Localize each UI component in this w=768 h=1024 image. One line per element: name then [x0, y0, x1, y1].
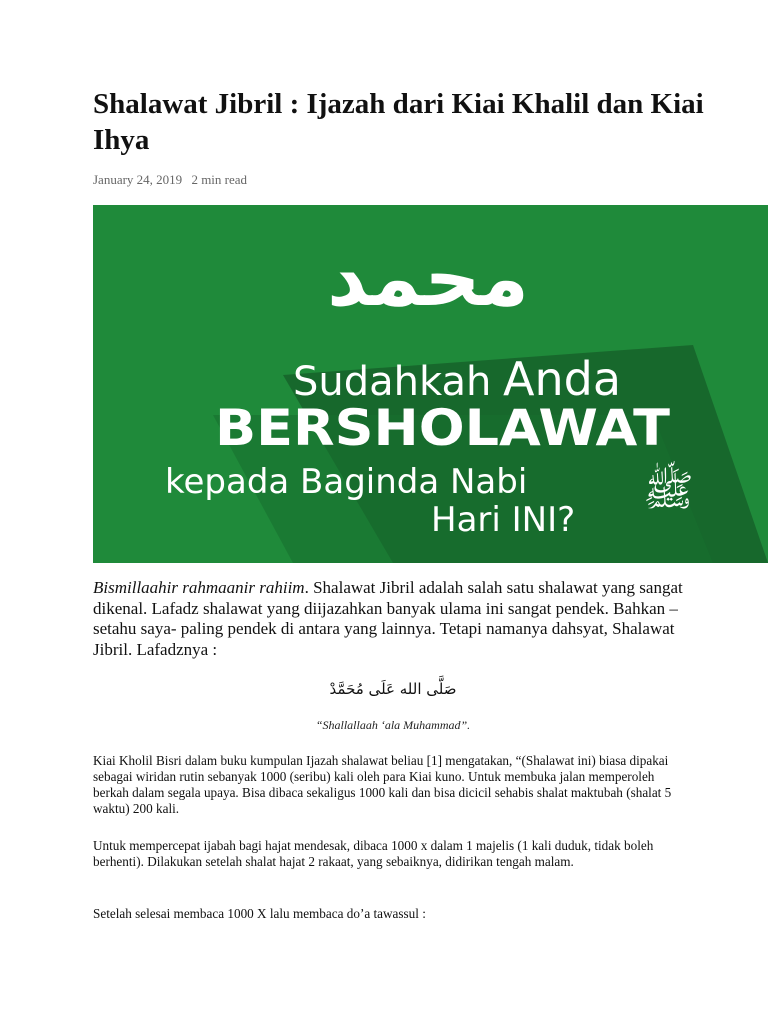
intro-rest: . Shalawat Jibril adalah salah satu shalawat yang sangat dikenal. Lafadz shalawat yang diijazahkan banyak ulama ini sangat pendek. Bahkan – setahu saya- paling pendek di antara yang lainnya. Tetapi namanya dahsyat, Shalawat Jibril. Lafadznya : — [93, 578, 683, 659]
intro-paragraph — [93, 578, 693, 660]
hero-honorific: ﷺ — [643, 466, 694, 515]
hero-line2: BERSHOLAWAT — [215, 399, 670, 457]
hero-graphic — [93, 205, 768, 563]
hero-line1-b: Anda — [503, 352, 622, 406]
read-time: 2 min read — [191, 172, 248, 187]
paragraph-4: Setelah selesai membaca 1000 X lalu membaca do’a tawassul : — [93, 906, 426, 921]
hero-calligraphy: محمد — [327, 234, 529, 324]
paragraph-2: Kiai Kholil Bisri dalam buku kumpulan Ijazah shalawat beliau [1] mengatakan, “(Shalawat ini) biasa dipakai sebagai wiridan rutin sebanyak 1000 (seribu) kali oleh para Kiai kuno. Untuk membuka jalan memperoleh berkah dalam segala upaya. Bisa dibaca sekaligus 1000 kali dan bisa dicicil sehabis shalat maktubah (shalat 5 waktu) 200 kali. — [93, 753, 672, 816]
publish-date: January 24, 2019 — [93, 172, 183, 187]
hero-line4: Hari INI? — [431, 500, 576, 540]
transliteration: “Shallallaah ‘ala Muhammad”. — [315, 718, 471, 732]
hero-line1-a: Sudahkah — [293, 359, 492, 405]
article-meta — [93, 172, 253, 188]
hero-image — [93, 205, 768, 563]
arabic-text: صَلَّى الله عَلَى مُحَمَّدْ — [329, 680, 457, 698]
hero-line3: kepada Baginda Nabi — [165, 462, 528, 502]
intro-italic: Bismillaahir rahmaanir rahiim — [93, 578, 305, 597]
paragraph-3: Untuk mempercepat ijabah bagi hajat mendesak, dibaca 1000 x dalam 1 majelis (1 kali duduk, tidak boleh berhenti). Dilakukan setelah shalat hajat 2 rakaat, yang sebaiknya, didirikan tengah malam. — [93, 838, 654, 869]
article-title: Shalawat Jibril : Ijazah dari Kiai Khalil dan Kiai Ihya — [93, 88, 704, 156]
